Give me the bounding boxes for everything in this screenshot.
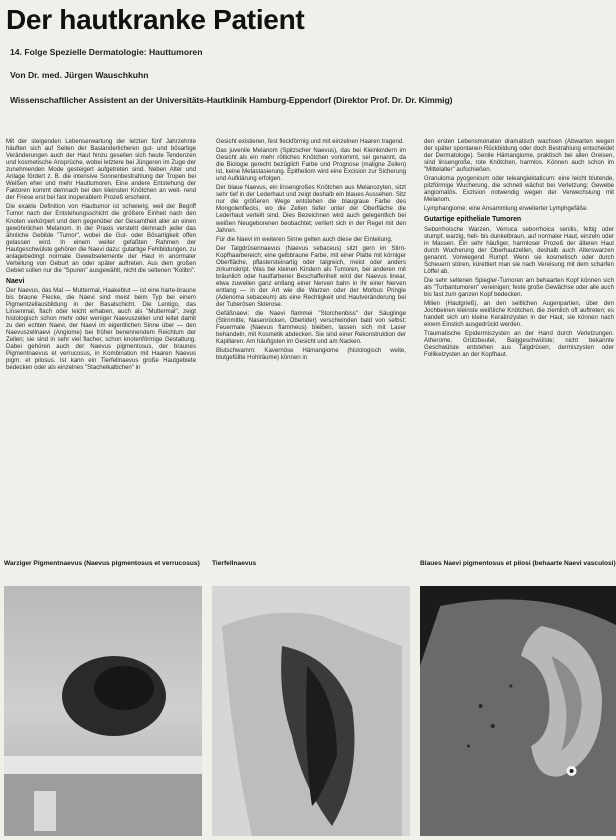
column-2 xyxy=(216,138,406,556)
paragraph: Gefäßnaevi: die Naevi flammei "Storchenbiss" der Säuglinge (Stirnmitte, Nasenrücken, Oberlider) verschwinden bald von selbst; Feuermale (Naevus flammeus) bleiben, lassen sich mit Laser behandeln, mit Kosmetik abdecken. Sie sind einer Rekonstruktion der Kapillaren. Am häufigsten im Gesicht und am Nacken. xyxy=(216,310,406,346)
column-3 xyxy=(424,138,614,556)
paragraph: Der Talgdrüsennaevus (Naevus sebaceus) sitzt gern im Stirn-Kopfhaarbereich; eine gelbbraune Farbe, mit einer Platte mit körniger Oberfläche, pflastersteinartig oder talgreich, meist oder anders zirkumskript. Was bei kleinen Kindern als Tumoren, bei anderen mit bräunlich oder hautfarbener Beschaffenheit wird der Naevus linear, etwa zuweilen ganz entlang einer Nerven bahn in ihr einer Nerven entlang — in der Art wie die Warzen oder der Morbus Pringle (Adenoma sebaceum) als eine Rechtigkeit und Hautveränderung bei der Tuberösen Sklerose. xyxy=(216,244,406,309)
photo-ear-naevus xyxy=(420,586,616,836)
photo-animal-skin-naevus xyxy=(212,586,410,836)
figure-3 xyxy=(420,560,616,838)
paragraph: den ersten Lebensmonaten dramatisch wachsen (Abwarten wegen der später spontanen Rückbildung oder doch Bestrahlung entscheidet der Dermatologe). Senile Hämangiome, praktisch bei allen Greisen, sind linsengroße, rote Knötchen, harmlos. Können auch schon im "Mittelalter" aufschießen. xyxy=(424,138,614,174)
paragraph: Granuloma pyogenicum oder teleangiektaticum: eine leicht blutende, pilzförmige Wucherung, die schnell wächst bei Verletzung; Gewebe angiomatös. Exzision notwendig wegen der Verwechslung mit Melanom. xyxy=(424,175,614,204)
figure-caption: Warziger Pigmentnaevus (Naevus pigmentosus et verrucosus) xyxy=(4,560,200,567)
paragraph: Die exakte Definition von Hauttumor ist schwierig, weil der Begriff Tumor nach der Entstehungsschicht die größere Einheit nach den Knoten verkörpert und dem gegenüber der Gesamtheit aller an einen gewöhnlichen Melanom. In der Praxis versteht demnach jeder das ähnliche Gebilde "Tumor", wobei die Gut- oder Bösartigkeit offen gelassen wird. In einem weiter gefaßten Rahmen der Hautgeschwülste gehören die Naevi dazu: gutartige Fehlbildungen, zu anlagebedingt normale Gewebselemente der Haut in anormaler Verteilung von Geburt an oder später auftreten. Aus dem großen Gebiet sollen nur die "Spuren" ausgewählt, nicht die seltenen "Kolibri". xyxy=(6,203,196,274)
paragraph: Lymphangiome: eine Ansammlung erweiterter Lymphgefäße. xyxy=(424,205,589,213)
photo-pigmented-naevus xyxy=(4,586,202,836)
paragraph: Für die Naevi im weiteren Sinne gelten auch diese der Einteilung. xyxy=(216,235,393,243)
affiliation-line: Wissenschaftlicher Assistent an der Universitäts-Hautklinik Hamburg-Eppendorf (Direktor Prof. Dr. Dr. Kimmig) xyxy=(10,95,453,105)
paragraph: Der Naevus, das Mal — Muttermal, Haakeblut — ist eine harte-braune bis braune Flecke, die Naevi sind meist beim Typ bei einem Pigmentzellausbildung in der Basalschicht. Die Lentigo, das Linsenmal, flach oder leicht erhaben, auch als "Muttermal", zeigt histologisch schon mehr oder weniger Naevuszellen und leitet damit zu den echten Naevi, der Naevi im eigentlichen Sinne über — den Naevuszellnaevi (Angiome) bei früher benennendem Reichtum der Zellen; sie sind in sehr viel flacher, schon knotenförmige Gestaltung. Dabei gehören auch der Naevus pigmentosus, der braunes Pigmentnaevus et verrucosus, in Kombination mit Haaren Naevus pigm. et pilosus. Ist kann ein Tierfellnaevus große Hautgebiete bedecken oder als einzelnes "Stachelkalbchen" in xyxy=(6,286,196,372)
paragraph: Die sehr seltenen Spiegler-Tumoren am behaarten Kopf können sich als "Turbantumoren" vereinigen; feste große Gewächse oder alle auch bis fast zum ganzen Kopf bedecken. xyxy=(424,276,614,298)
paragraph: Seborrhoische Warzen, Verruca seborrhoica senilis, fettig oder stumpf, warzig, hell- bis dunkelbraun, auf normaler Haut, einzeln oder in Massen. Ein sehr häufiger, harmloser Prozeß der älteren Haut durch Wucherung der Oberhautzellen, deshalb auch Alterswarzen genannt. Vorwiegend Rumpf. Wenn sie kosmetisch oder durch Scheuern stören, kürettiert man sie nach Vereisung mit dem scharfen Löffel ab. xyxy=(424,225,614,275)
figure-caption: Blaues Naevi pigmentosus et pilosi (behaarte Naevi vasculosi) xyxy=(420,560,616,567)
paragraph: Mit der steigenden Lebenserwartung der letzten fünf Jahrzehnte häuften sich auf Seiten der Baslanderlicheren gut- und bösartige Veränderungen auch der Haut hinzu gesellen sich heute Tendenzen und kosmetische Ansprüche, wobei letztere bei Jüngeren im Zuge der zunehmenden Mode gesteigert aufgetreten sind. Neben Alter und Anlage fördert z. B. die intensive Sonnenbestrahlung der Tropen bei Weißen eher und mehr Hauttumoren. Eine andere Entstehung der Faktoren kommt demnach bei den kleinsten Knötchen an weit- rend der Friese erst bei fast inoperablem Prozeß erscheint. xyxy=(6,138,196,202)
paragraph: Das juvenile Melanom (Spitzscher Naevus), das bei Kleinkindern im Gesicht als ein mehr rötliches Knötchen vorkommt, sei genannt, da die Biologie gerecht bezüglich Farbe und Prognose (maligne Zellen) ist, keine Metastasierung. Epitheliom wird eine Excision zur Sicherung und Aufklärung erfolgen. xyxy=(216,147,406,183)
article-body xyxy=(6,138,614,556)
paragraph: Gesicht existieren, fest fleckförmig und mit einzelnen Haaren tragend. xyxy=(216,138,404,145)
column-1 xyxy=(6,138,196,556)
section-heading: Naevi xyxy=(6,277,25,285)
section-heading: Gutartige epitheliale Tumoren xyxy=(424,216,522,224)
paragraph: Der blaue Naevus, ein linsengroßes Knötchen aus Melanozyten, sitzt sehr tief in der Lederhaut und zeigt deshalb ein blaues Aussehen. Sitz nur die größeren Wege entstehen die blaugraue Farbe des Mongolenflecks, wo die Zellen tiefer unter der Oberfläche die Lederhaut verteilt sind. Dies Bezeichnen wird auch gelegentlich bei weißen Neugeborenen beobachtet; verliert sich in der Regel mit den Jahren. xyxy=(216,184,406,234)
figure-2 xyxy=(212,560,410,838)
figure-1 xyxy=(4,560,202,838)
paragraph: Blutschwamm: Kavernöse Hämangiome (histologisch weite, blutgefüllte Hohlräume) können in xyxy=(216,347,406,362)
page-title: Der hautkranke Patient xyxy=(6,4,305,35)
figure-caption: Tierfellnaevus xyxy=(212,560,257,567)
author-line: Von Dr. med. Jürgen Wauschkuhn xyxy=(10,70,149,80)
paragraph: Milien (Hautgrieß), an den seitlichen Augenpartien, über den Jochbeinen kleinste weißliche Knötchen, die ziemlich oft auftreten; es handelt sich um kleine Keratinzysten in der Haut, sie können nach einem Einstich ausgedrückt werden. xyxy=(424,299,614,329)
paragraph: Traumatische Epidermiszysten an der Hand durch Verletzungen. Atherome, Grützbeutel, Balggeschwülste; nicht bekannte Geschwülste entstehen aus Talgdrüsen; dermiszysten oder Follikelzysten an der Kopfhaut. xyxy=(424,330,614,359)
series-line: 14. Folge Spezielle Dermatologie: Hauttumoren xyxy=(10,47,203,57)
